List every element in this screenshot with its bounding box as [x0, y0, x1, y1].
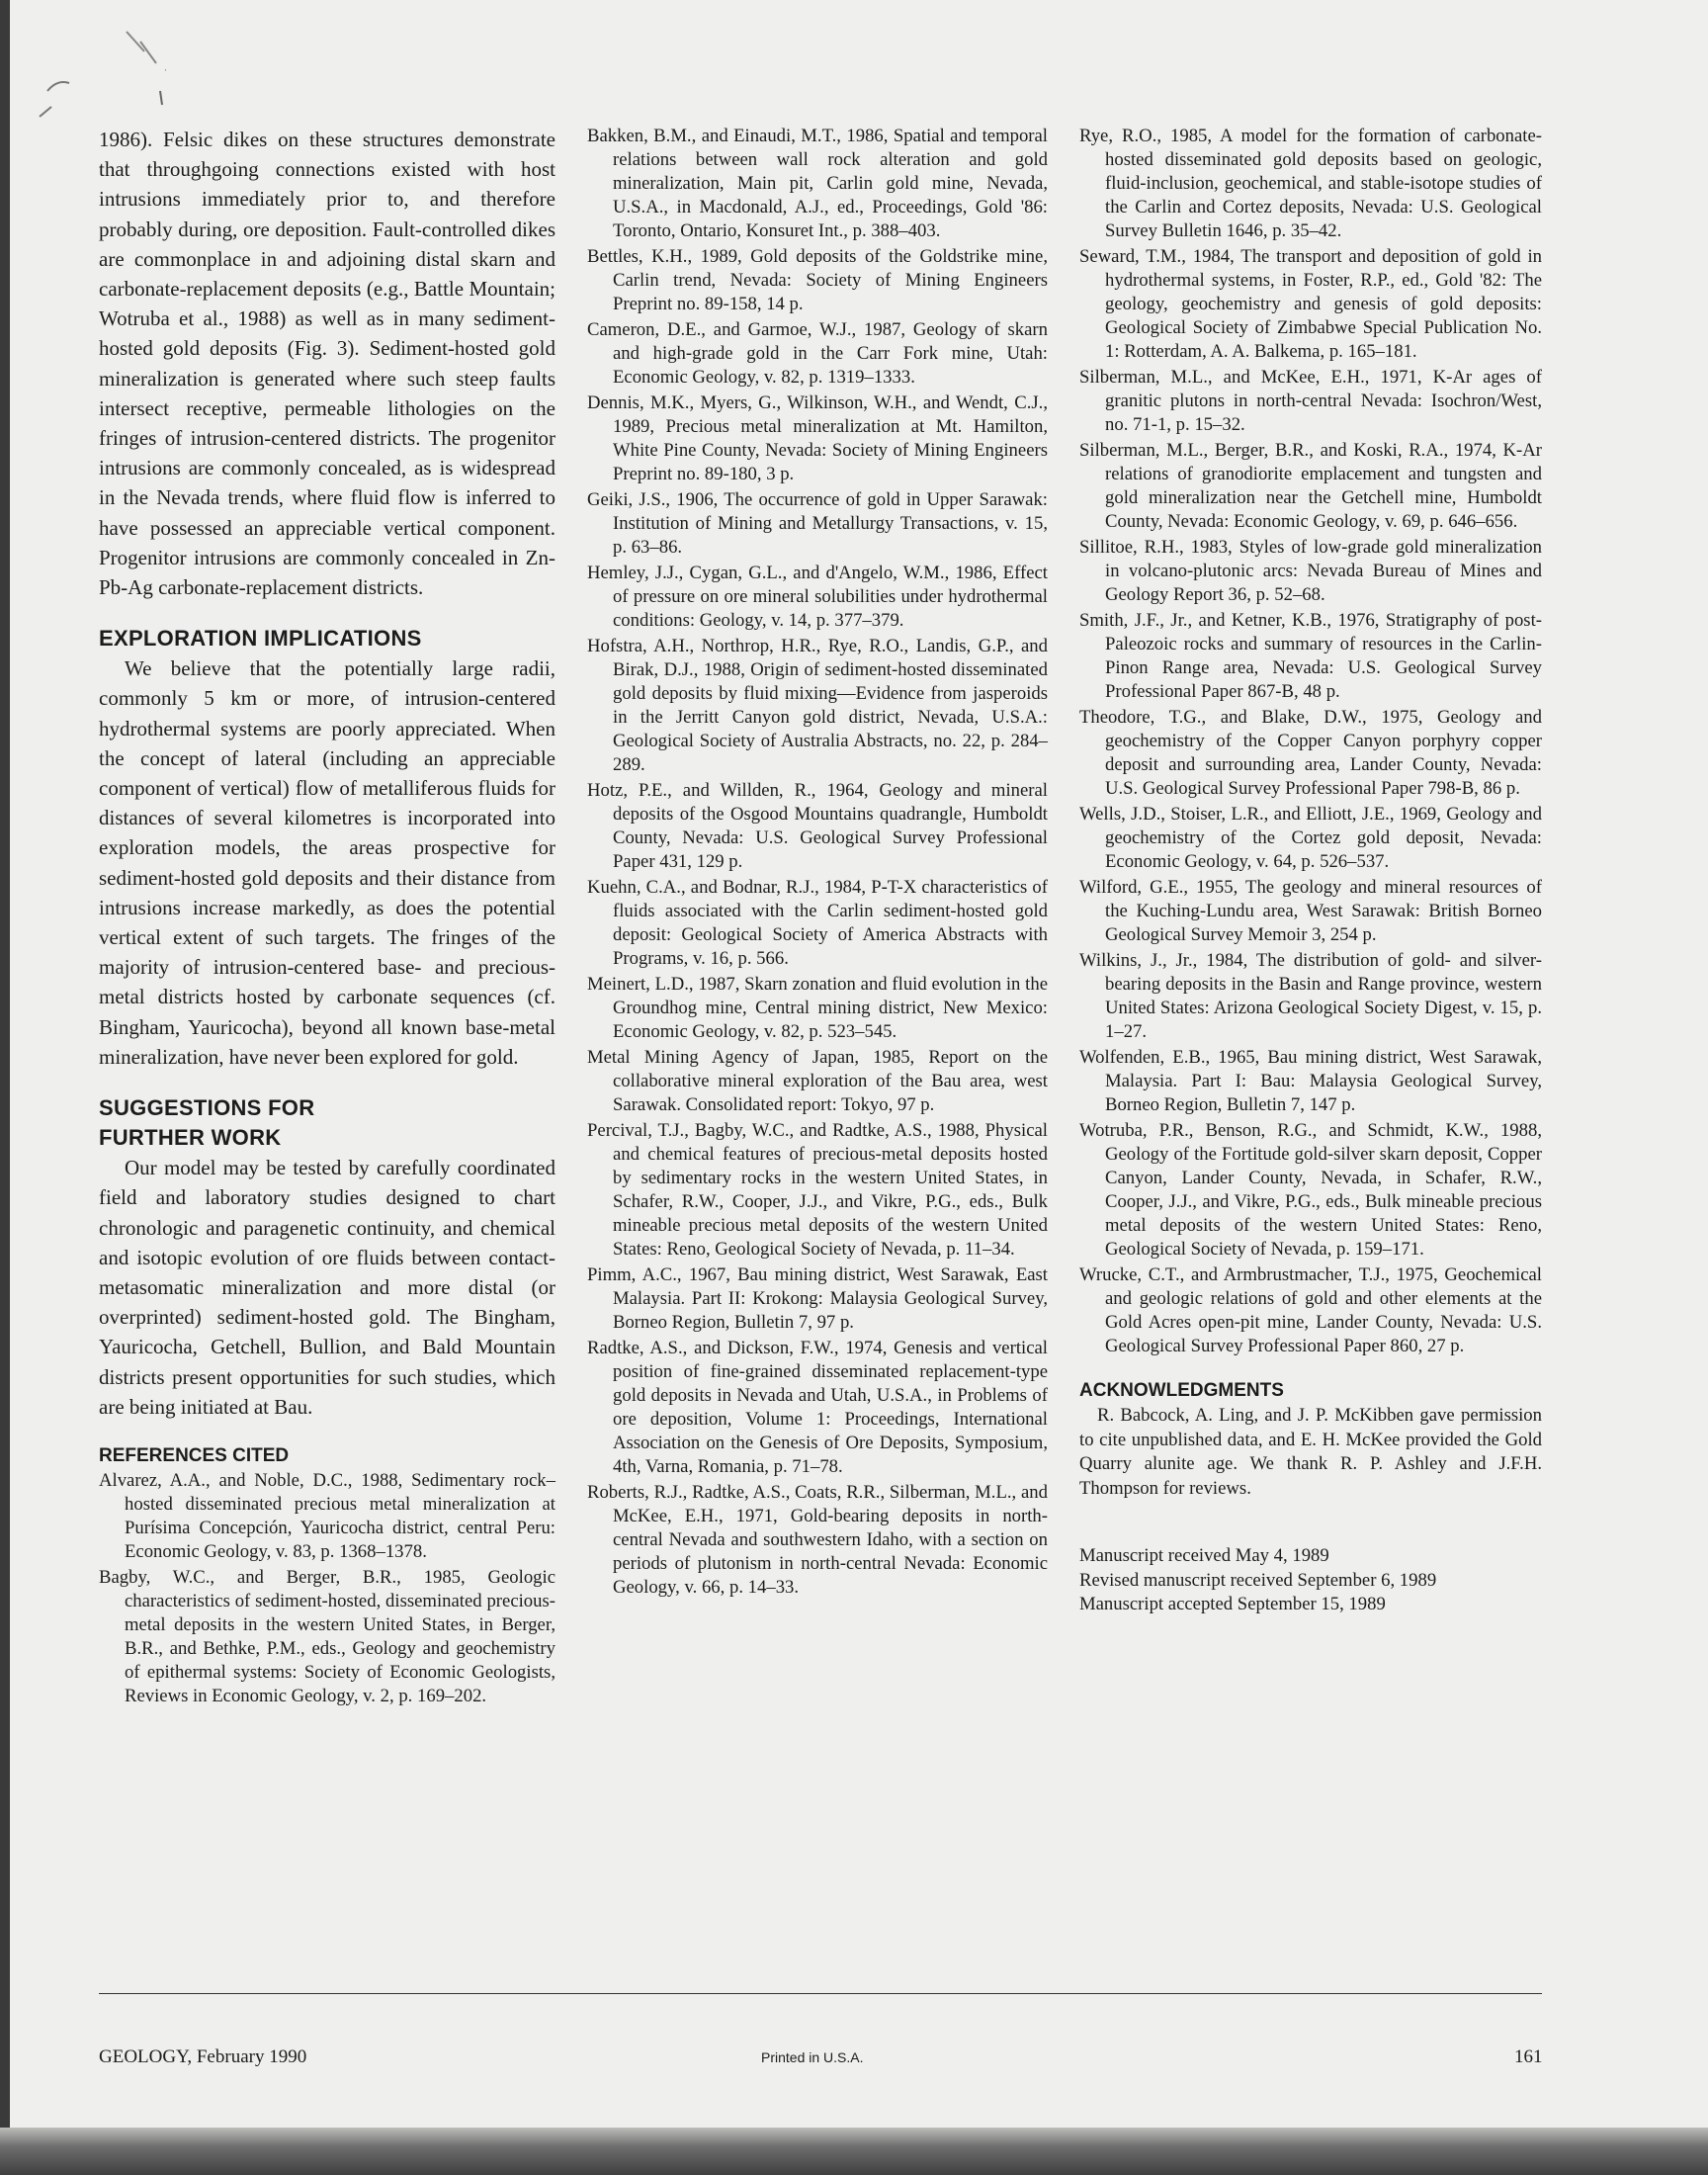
- reference-item: Hofstra, A.H., Northrop, H.R., Rye, R.O., Landis, G.P., and Birak, D.J., 1988, Origin of sediment-hosted disseminated gold deposits by fluid mixing—Evidence from jasperoids in the Jerritt Canyon gold district, Nevada, U.S.A.: Geological Society of Australia Abstracts, no. 22, p. 284–289.: [587, 636, 1048, 775]
- acknowledgments-text: R. Babcock, A. Ling, and J. P. McKibben gave permission to cite unpublished data, and E. H. McKee provided the Gold Quarry alunite age. We thank R. P. Ashley and J.F.H. Thompson for reviews.: [1079, 1405, 1542, 1499]
- page-number: 161: [1514, 2046, 1543, 2067]
- reference-item: Theodore, T.G., and Blake, D.W., 1975, Geology and geochemistry of the Copper Canyon porphyry copper deposit and surrounding area, Lander County, Nevada: U.S. Geological Survey Professional Paper 798-B, 86 p.: [1079, 707, 1542, 799]
- reference-item: Cameron, D.E., and Garmoe, W.J., 1987, Geology of skarn and high-grade gold in the Carr Fork mine, Utah: Economic Geology, v. 82, p. 1319–1333.: [587, 319, 1048, 388]
- footer-journal: GEOLOGY, February 1990: [99, 2046, 307, 2067]
- reference-item: Wilkins, J., Jr., 1984, The distribution of gold- and silver-bearing deposits in the Basin and Range province, western United States: Arizona Geological Society Digest, v. 15, p. 1–27.: [1079, 950, 1542, 1042]
- reference-item: Metal Mining Agency of Japan, 1985, Report on the collaborative mineral exploration of the Bau area, west Sarawak. Consolidated report: Tokyo, 97 p.: [587, 1047, 1048, 1115]
- reference-item: Percival, T.J., Bagby, W.C., and Radtke, A.S., 1988, Physical and chemical features of precious-metal deposits hosted by sedimentary rocks in the western United States, in Schafer, R.W., Cooper, J.J., and Vikre, P.G., eds., Bulk mineable precious metal deposits of the western United States: Reno, Geological Society of Nevada, p. 11–34.: [587, 1120, 1048, 1260]
- reference-item: Hotz, P.E., and Willden, R., 1964, Geology and mineral deposits of the Osgood Mountains quadrangle, Humboldt County, Nevada: U.S. Geological Survey Professional Paper 431, 129 p.: [587, 780, 1048, 872]
- heading-suggestions-line2: FURTHER WORK: [99, 1125, 282, 1151]
- reference-item: Alvarez, A.A., and Noble, D.C., 1988, Sedimentary rock–hosted disseminated precious metal mineralization at Purísima Concepción, Yauricocha district, central Peru: Economic Geology, v. 83, p. 1368–1378.: [99, 1469, 555, 1562]
- footer-printed: Printed in U.S.A.: [761, 2049, 864, 2065]
- heading-acknowledgments: ACKNOWLEDGMENTS: [1079, 1380, 1284, 1401]
- reference-item: Smith, J.F., Jr., and Ketner, K.B., 1976, Stratigraphy of post-Paleozoic rocks and summary of resources in the Carlin-Pinon Range area, Nevada: U.S. Geological Survey Professional Paper 867-B, 48 p.: [1079, 610, 1542, 702]
- column-1: [99, 125, 555, 1710]
- reference-item: Kuehn, C.A., and Bodnar, R.J., 1984, P-T-X characteristics of fluids associated with the Carlin sediment-hosted gold deposit: Geological Society of America Abstracts with Programs, v. 16, p. 566.: [587, 877, 1048, 969]
- reference-item: Silberman, M.L., and McKee, E.H., 1971, K-Ar ages of granitic plutons in north-central Nevada: Isochron/West, no. 71-1, p. 15–32.: [1079, 367, 1542, 435]
- reference-item: Silberman, M.L., Berger, B.R., and Koski, R.A., 1974, K-Ar relations of granodiorite emplacement and tungsten and gold mineralization near the Getchell mine, Humboldt County, Nevada: Economic Geology, v. 69, p. 646–656.: [1079, 440, 1542, 532]
- reference-item: Wotruba, P.R., Benson, R.G., and Schmidt, K.W., 1988, Geology of the Fortitude gold-silver skarn deposit, Copper Canyon, Lander County, Nevada, in Schafer, R.W., Cooper, J.J., and Vikre, P.G., eds., Bulk mineable precious metal deposits of the western United States: Reno, Geological Society of Nevada, p. 159–171.: [1079, 1120, 1542, 1260]
- reference-item: Bagby, W.C., and Berger, B.R., 1985, Geologic characteristics of sediment-hosted, disseminated precious-metal deposits in the western United States, in Berger, B.R., and Bethke, P.M., eds., Geology and geochemistry of epithermal systems: Society of Economic Geologists, Reviews in Economic Geology, v. 2, p. 169–202.: [99, 1566, 555, 1706]
- reference-item: Radtke, A.S., and Dickson, F.W., 1974, Genesis and vertical position of fine-grained disseminated replacement-type gold deposits in Nevada and Utah, U.S.A., in Problems of ore deposition, Volume 1: Proceedings, International Association on the Genesis of Ore Deposits, Symposium, 4th, Varna, Romania, p. 71–78.: [587, 1338, 1048, 1477]
- paragraph-suggestions: Our model may be tested by carefully coordinated field and laboratory studies designed to chart chronologic and paragenetic continuity, and chemical and isotopic evolution of ore fluids between contact-metasomatic mineralization and more distal (or overprinted) sediment-hosted gold. The Bingham, Yauricocha, Getchell, Bullion, and Bald Mountain districts present opportunities for such studies, which are being initiated at Bau.: [99, 1156, 555, 1419]
- column-3: [1079, 125, 1542, 1617]
- reference-item: Wrucke, C.T., and Armbrustmacher, T.J., 1975, Geochemical and geologic relations of gold and other elements at the Gold Acres open-pit mine, Lander County, Nevada: U.S. Geological Survey Professional Paper 860, 27 p.: [1079, 1264, 1542, 1356]
- reference-item: Wells, J.D., Stoiser, L.R., and Elliott, J.E., 1969, Geology and geochemistry of the Cortez gold deposit, Nevada: Economic Geology, v. 64, p. 526–537.: [1079, 804, 1542, 872]
- heading-exploration-implications: EXPLORATION IMPLICATIONS: [99, 626, 422, 652]
- reference-item: Geiki, J.S., 1906, The occurrence of gold in Upper Sarawak: Institution of Mining and Metallurgy Transactions, v. 15, p. 63–86.: [587, 489, 1048, 558]
- reference-item: Meinert, L.D., 1987, Skarn zonation and fluid evolution in the Groundhog mine, Central mining district, New Mexico: Economic Geology, v. 82, p. 523–545.: [587, 974, 1048, 1042]
- manuscript-received: Manuscript received May 4, 1989: [1079, 1545, 1329, 1566]
- paragraph-continued: 1986). Felsic dikes on these structures demonstrate that throughgoing connections existed with host intrusions immediately prior to, and therefore probably during, ore deposition. Fault-controlled dikes are commonplace in and adjoining distal skarn and carbonate-replacement deposits (e.g., Battle Mountain; Wotruba et al., 1988) as well as in many sediment-hosted gold deposits (Fig. 3). Sediment-hosted gold mineralization is generated where such steep faults intersect receptive, permeable lithologies on the fringes of intrusion-centered districts. The progenitor intrusions are commonly concealed, as is widespread in the Nevada trends, where fluid flow is inferred to have possessed an appreciable vertical component. Progenitor intrusions are commonly concealed in Zn-Pb-Ag carbonate-replacement districts.: [99, 128, 555, 600]
- heading-references-cited: REFERENCES CITED: [99, 1444, 290, 1466]
- reference-item: Pimm, A.C., 1967, Bau mining district, West Sarawak, East Malaysia. Part II: Krokong: Malaysia Geological Survey, Borneo Region, Bulletin 7, 97 p.: [587, 1264, 1048, 1333]
- footer-rule: [99, 1993, 1542, 1994]
- scan-bottom-edge: [0, 2128, 1708, 2175]
- heading-suggestions-line1: SUGGESTIONS FOR: [99, 1095, 315, 1121]
- reference-item: Sillitoe, R.H., 1983, Styles of low-grade gold mineralization in volcano-plutonic arcs: Nevada Bureau of Mines and Geology Report 36, p. 52–68.: [1079, 537, 1542, 605]
- reference-item: Wolfenden, E.B., 1965, Bau mining district, West Sarawak, Malaysia. Part I: Bau: Malaysia Geological Survey, Borneo Region, Bulletin 7, 147 p.: [1079, 1047, 1542, 1115]
- reference-item: Dennis, M.K., Myers, G., Wilkinson, W.H., and Wendt, C.J., 1989, Precious metal mineralization at Mt. Hamilton, White Pine County, Nevada: Society of Mining Engineers Preprint no. 89-180, 3 p.: [587, 392, 1048, 484]
- column-2: [587, 125, 1048, 1602]
- reference-item: Bakken, B.M., and Einaudi, M.T., 1986, Spatial and temporal relations between wall rock alteration and gold mineralization, Main pit, Carlin gold mine, Nevada, U.S.A., in Macdonald, A.J., ed., Proceedings, Gold '86: Toronto, Ontario, Konsuret Int., p. 388–403.: [587, 126, 1048, 241]
- reference-item: Bettles, K.H., 1989, Gold deposits of the Goldstrike mine, Carlin trend, Nevada: Society of Mining Engineers Preprint no. 89-158, 14 p.: [587, 246, 1048, 314]
- reference-item: Seward, T.M., 1984, The transport and deposition of gold in hydrothermal systems, in Foster, R.P., ed., Gold '82: The geology, geochemistry and genesis of gold deposits: Geological Society of Zimbabwe Special Publication No. 1: Rotterdam, A. A. Balkema, p. 165–181.: [1079, 246, 1542, 362]
- paragraph-exploration: We believe that the potentially large radii, commonly 5 km or more, of intrusion-centered hydrothermal systems are poorly appreciated. When the concept of lateral (including an appreciable component of vertical) flow of metalliferous fluids for distances of several kilometres is incorporated into exploration models, the areas prospective for sediment-hosted gold deposits and their distance from intrusions increase markedly, as does the potential vertical extent of such targets. The fringes of the majority of intrusion-centered base- and precious-metal districts hosted by carbonate sequences (cf. Bingham, Yauricocha), beyond all known base-metal mineralization, have never been explored for gold.: [99, 656, 555, 1069]
- reference-item: Hemley, J.J., Cygan, G.L., and d'Angelo, W.M., 1986, Effect of pressure on ore mineral solubilities under hydrothermal conditions: Geology, v. 14, p. 377–379.: [587, 563, 1048, 631]
- reference-item: Rye, R.O., 1985, A model for the formation of carbonate-hosted disseminated gold deposits based on geologic, fluid-inclusion, geochemical, and stable-isotope studies of the Carlin and Cortez deposits, Nevada: U.S. Geological Survey Bulletin 1646, p. 35–42.: [1079, 126, 1542, 241]
- binding-edge: [0, 0, 10, 2175]
- manuscript-revised: Revised manuscript received September 6, 1989: [1079, 1569, 1437, 1591]
- reference-item: Wilford, G.E., 1955, The geology and mineral resources of the Kuching-Lundu area, West Sarawak: British Borneo Geological Survey Memoir 3, 254 p.: [1079, 877, 1542, 945]
- pen-marks-icon: [38, 22, 166, 121]
- reference-item: Roberts, R.J., Radtke, A.S., Coats, R.R., Silberman, M.L., and McKee, E.H., 1971, Gold-bearing deposits in north-central Nevada and southwestern Idaho, with a section on periods of plutonism in north-central Nevada: Economic Geology, v. 66, p. 14–33.: [587, 1482, 1048, 1598]
- manuscript-accepted: Manuscript accepted September 15, 1989: [1079, 1594, 1386, 1614]
